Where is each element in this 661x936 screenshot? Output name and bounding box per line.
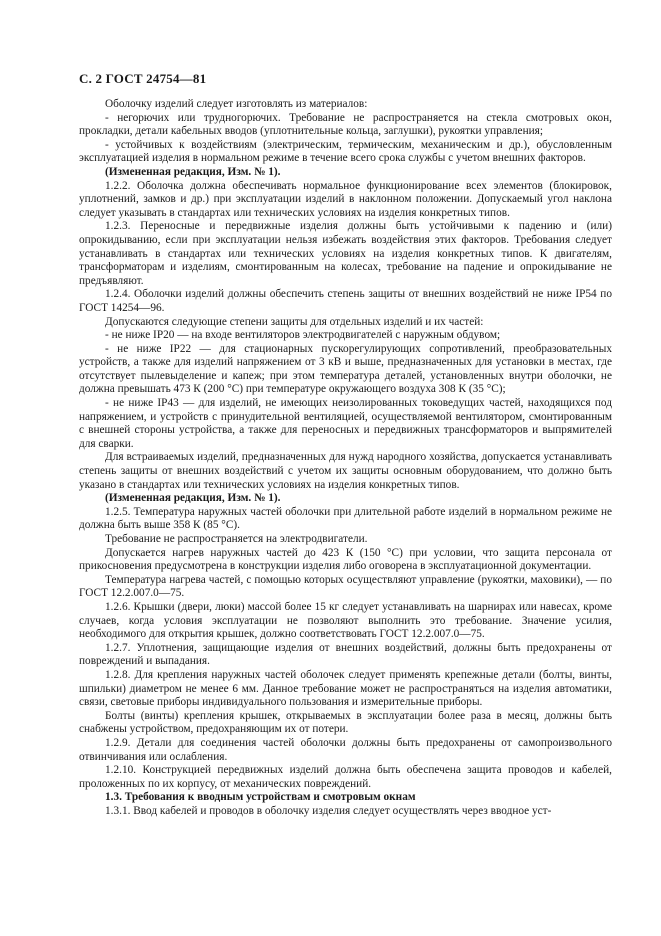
paragraph: 1.2.6. Крышки (двери, люки) массой более 15 кг следует устанавливать на шарнирах или навесах, кроме случаев, когда условия эксплуатации не позволяют выполнить это требование. Значение усилия, необходимого для открытия крышек, должно соответствовать ГОСТ 12.2.007.0—75.: [79, 600, 612, 641]
paragraph: 1.2.2. Оболочка должна обеспечивать нормальное функционирование всех элементов (блокировок, уплотнений, замков и др.) при эксплуатации изделий в наклонном положении. Допускаемый угол наклона следует указывать в стандартах или технических условиях на изделия конкретных типов.: [79, 179, 612, 219]
page-header: С. 2 ГОСТ 24754—81: [79, 71, 207, 86]
paragraph: - не ниже IP20 — на входе вентиляторов электродвигателей с наружным обдувом;: [105, 329, 501, 342]
paragraph: - не ниже IP43 — для изделий, не имеющих неизолированных токоведущих частей, находящихся под напряжением, и устройств с принудительной вентиляцией, осуществляемой вентилятором, смонтированным с внешней стороны устройства, а также для переносных и передвижных трансформаторов и выпрямителей для сварки.: [79, 397, 612, 450]
paragraph: - не ниже IP22 — для стационарных пускорегулирующих сопротивлений, преобразовательных устройств, а также для изделий напряжением от 3 кВ и выше, предназначенных для установки в местах, где отсутствует пылевыделение и капеж; при этом температура деталей, установленных внутри оболочки, не должна превышать 473 К (200 °С) при температуре окружающего воздуха 308 К (35 °С);: [79, 342, 612, 396]
paragraph: Болты (винты) крепления крышек, открываемых в эксплуатации более раза в месяц, должны быть снабжены устройством, предохраняющим их от потери.: [79, 709, 612, 736]
paragraph: 1.2.3. Переносные и передвижные изделия должны быть устойчивыми к падению и (или) опрокидыванию, если при эксплуатации нельзя избежать воздействия этих факторов. Требования следует устанавливать в стандартах или технических условиях на изделия конкретных типов. К двигателям, трансформаторам и изделиям, смонтированным на колесах, требование на падение и опрокидывание не предъявляют.: [79, 220, 612, 287]
paragraph: Оболочку изделий следует изготовлять из материалов:: [105, 98, 368, 110]
paragraph: - устойчивых к воздействиям (электрическим, термическим, механическим и др.), обусловленным эксплуатацией изделия в нормальном режиме в течение всего срока службы с учетом внешних факторов.: [79, 138, 612, 165]
paragraph: 1.2.5. Температура наружных частей оболочки при длительной работе изделий в нормальном режиме не должна быть выше 358 К (85 °С).: [79, 505, 612, 532]
paragraph: 1.2.9. Детали для соединения частей оболочки должны быть предохранены от самопроизвольного отвинчивания или ослабления.: [79, 736, 612, 763]
section-heading: 1.3. Требования к вводным устройствам и смотровым окнам: [105, 791, 416, 804]
paragraph: 1.2.4. Оболочки изделий должны обеспечить степень защиты от внешних воздействий не ниже IP54 по ГОСТ 14254—96.: [79, 288, 612, 314]
paragraph: 1.2.8. Для крепления наружных частей оболочек следует применять крепежные детали (болты, винты, шпильки) диаметром не менее 6 мм. Данное требование может не распространяться на изделия автоматики, связи, световые приборы индивидуального пользования и измерительные приборы.: [79, 668, 612, 709]
paragraph: Температура нагрева частей, с помощью которых осуществляют управление (рукоятки, маховики), — по ГОСТ 12.2.007.0—75.: [79, 573, 612, 600]
paragraph: Требование не распространяется на электродвигатели.: [105, 533, 368, 545]
paragraph: Для встраиваемых изделий, предназначенных для нужд народного хозяйства, допускается устанавливать степень защиты от внешних воздействий с учетом их защиты основным оборудованием, что должно быть указано в стандартах или технических условиях на изделия конкретных типов.: [79, 451, 612, 491]
paragraph: - негорючих или трудногорючих. Требование не распространяется на стекла смотровых окон, прокладки, детали кабельных вводов (уплотнительные кольца, заглушки), рукоятки управления;: [79, 111, 612, 138]
paragraph: 1.2.10. Конструкцией передвижных изделий должна быть обеспечена защита проводов и кабелей, проложенных по их корпусу, от механических повреждений.: [79, 764, 612, 790]
paragraph: 1.3.1. Ввод кабелей и проводов в оболочку изделия следует осуществлять через вводное уст-: [105, 804, 552, 817]
document-body: [79, 98, 612, 818]
amendment-note: (Измененная редакция, Изм. № 1).: [105, 165, 281, 178]
paragraph: 1.2.7. Уплотнения, защищающие изделия от внешних воздействий, должны быть предохранены от повреждений и выпадания.: [79, 641, 612, 668]
paragraph: Допускается нагрев наружных частей до 423 К (150 °С) при условии, что защита персонала от прикосновения предусмотрена в конструкции изделия либо оговорена в эксплуатационной документации.: [79, 546, 612, 573]
amendment-note: (Измененная редакция, Изм. № 1).: [105, 492, 281, 505]
paragraph: Допускаются следующие степени защиты для отдельных изделий и их частей:: [105, 315, 484, 328]
